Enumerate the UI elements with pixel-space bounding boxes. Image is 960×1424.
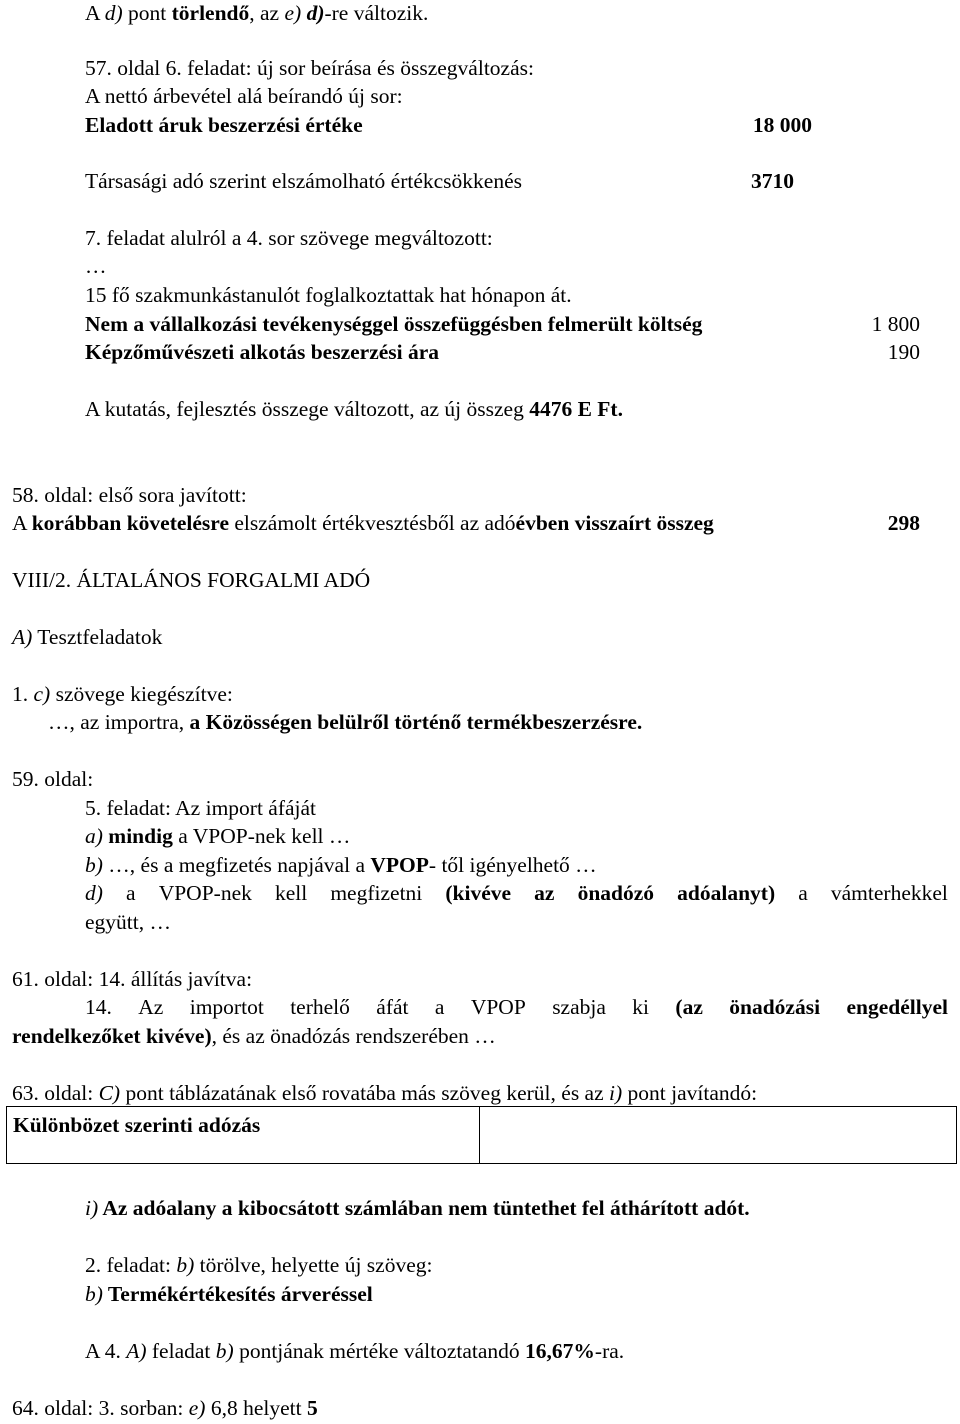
text: , és az önadózás rendszerében … (211, 1024, 496, 1048)
word: vámterhekkel (830, 881, 948, 905)
table-cell: Különbözet szerinti adózás (13, 1113, 261, 1137)
p59-task5: 5. feladat: Az import áfáját (85, 796, 317, 820)
p57-row3-label: Nem a vállalkozási tevékenységgel összefüggésben felmerült költség (85, 312, 703, 336)
line-p56 (85, 3, 428, 25)
text: mindig (102, 824, 173, 848)
word: importot (189, 995, 264, 1019)
p59-d-line2: együtt, … (85, 910, 171, 934)
text: e) (284, 1, 302, 25)
ellipsis: … (85, 254, 107, 278)
text: VPOP (370, 853, 429, 877)
section-sub (12, 627, 162, 649)
text: b) (85, 1282, 103, 1306)
p57-sub: A nettó árbevétel alá beírandó új sor: (85, 84, 403, 108)
text: törölve, helyette új szöveg: (194, 1253, 433, 1277)
text: a Közösségen belülről történő termékbeszerzésre. (189, 710, 643, 734)
p59-d (85, 883, 948, 905)
text: c) (33, 682, 51, 706)
section-title: VIII/2. ÁLTALÁNOS FORGALMI ADÓ (12, 568, 371, 592)
text: feladat (146, 1339, 216, 1363)
word: d) (85, 881, 103, 905)
text: i) (85, 1196, 99, 1220)
text: 16,67% (525, 1339, 595, 1363)
p58-line (12, 513, 714, 535)
p59-a (85, 826, 350, 848)
p57-row1-label: Eladott áruk beszerzési értéke (85, 113, 363, 137)
text: d) (104, 1, 123, 25)
text: -re változik. (324, 1, 429, 25)
text: évben visszaírt összeg (515, 511, 714, 535)
text: 1. (12, 682, 34, 706)
p63-b (85, 1284, 373, 1306)
text: pontjának mértéke változtatandó (233, 1339, 526, 1363)
text: pont (122, 1, 172, 25)
p61-heading: 61. oldal: 14. állítás javítva: (12, 967, 253, 991)
text: , az (249, 1, 285, 25)
text: pont javítandó: (622, 1081, 758, 1105)
word: (kivéve (445, 881, 512, 905)
word: az (534, 881, 555, 905)
word: szabja (552, 995, 606, 1019)
word: 14. (85, 995, 112, 1019)
item1 (12, 684, 233, 706)
text: -ra. (594, 1339, 625, 1363)
text: A 4. (85, 1339, 127, 1363)
word: kell (274, 881, 308, 905)
p63-task2 (85, 1255, 433, 1277)
p57-kutatas (85, 399, 623, 421)
text: b) (215, 1339, 234, 1363)
p57-row1-value: 18 000 (752, 113, 812, 137)
word: VPOP-nek (158, 881, 252, 905)
p63-table (6, 1106, 957, 1164)
item1-line (48, 712, 642, 734)
p57-row4-value: 190 (887, 340, 920, 364)
p57-task7-line: 15 fő szakmunkástanulót foglalkoztattak hat hónapon át. (85, 283, 572, 307)
text: i) (609, 1081, 623, 1105)
text: 2. feladat: (85, 1253, 177, 1277)
p63-a4 (85, 1341, 624, 1363)
word: önadózási (729, 995, 821, 1019)
text: A (85, 1, 105, 25)
text: korábban követelésre (31, 511, 229, 535)
word: a (798, 881, 808, 905)
word: önadózó (577, 881, 655, 905)
p57-row2-label: Társasági adó szerint elszámolható értékcsökkenés (85, 169, 522, 193)
text: A) (126, 1339, 147, 1363)
word: adóalanyt) (677, 881, 776, 905)
text: 6,8 helyett (205, 1396, 307, 1420)
text: Az adóalany a kibocsátott számlában nem tüntethet fel áthárított adót. (98, 1196, 750, 1220)
p63-heading (12, 1083, 757, 1105)
p57-row3-value: 1 800 (871, 312, 920, 336)
text: Termékértékesítés árveréssel (102, 1282, 373, 1306)
text: C) (98, 1081, 121, 1105)
table-divider (479, 1107, 480, 1163)
p59-b (85, 855, 597, 877)
word: terhelő (290, 995, 350, 1019)
text: a VPOP-nek kell … (172, 824, 351, 848)
text: 4476 E Ft. (529, 397, 623, 421)
text: d) (306, 1, 325, 25)
p64-line (12, 1398, 318, 1420)
p61-line2 (12, 1026, 496, 1048)
text: pont táblázatának első rovatába más szöveg kerül, és az (120, 1081, 610, 1105)
p58-value: 298 (887, 511, 920, 535)
p63-i (85, 1198, 750, 1220)
text: A kutatás, fejlesztés összege változott, az új összeg (85, 397, 530, 421)
text: Tesztfeladatok (32, 625, 163, 649)
text: 63. oldal: (12, 1081, 99, 1105)
text: b) (176, 1253, 195, 1277)
text: 64. oldal: 3. sorban: (12, 1396, 189, 1420)
text: b) (85, 853, 103, 877)
word: a (126, 881, 136, 905)
p57-row2-value: 3710 (751, 169, 794, 193)
word: a (434, 995, 445, 1019)
word: áfát (376, 995, 409, 1019)
word: ki (632, 995, 650, 1019)
p57-row4-label: Képzőművészeti alkotás beszerzési ára (85, 340, 440, 364)
p57-heading: 57. oldal 6. feladat: új sor beírása és összegváltozás: (85, 56, 534, 80)
text: törlendő (171, 1, 250, 25)
text: …, és a megfizetés napjával a (102, 853, 371, 877)
text: - től igényelhető … (428, 853, 597, 877)
word: megfizetni (330, 881, 423, 905)
text: szövege kiegészítve: (50, 682, 233, 706)
text: e) (188, 1396, 206, 1420)
text: …, az importra, (48, 710, 190, 734)
word: VPOP (470, 995, 526, 1019)
text: A) (12, 625, 33, 649)
p57-task7: 7. feladat alulról a 4. sor szövege megváltozott: (85, 226, 493, 250)
text: elszámolt értékvesztésből az adó (229, 511, 516, 535)
text: 5 (306, 1396, 318, 1420)
p61-line1 (85, 997, 948, 1019)
text: rendelkezőket kivéve) (12, 1024, 212, 1048)
word: (az (675, 995, 703, 1019)
p58-heading: 58. oldal: első sora javított: (12, 483, 247, 507)
p59-heading: 59. oldal: (12, 767, 94, 791)
text: A (12, 511, 32, 535)
word: engedéllyel (846, 995, 948, 1019)
text: a) (85, 824, 103, 848)
word: Az (138, 995, 164, 1019)
